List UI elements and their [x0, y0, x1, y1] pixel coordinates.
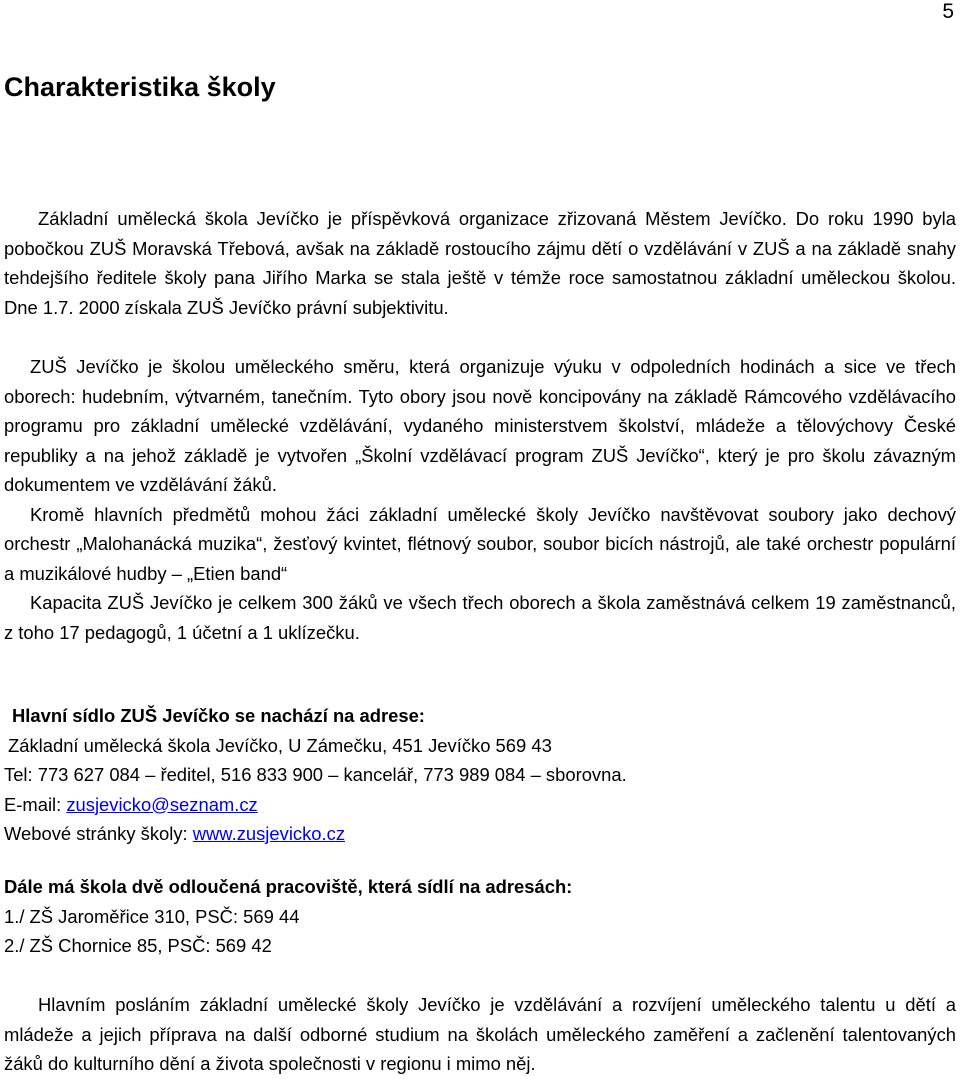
intro-section [4, 204, 956, 322]
branch-item: 2./ ZŠ Chornice 85, PSČ: 569 42 [4, 935, 272, 956]
page-number: 5 [942, 0, 954, 23]
page-title: Charakteristika školy [4, 72, 276, 102]
branch-item: 1./ ZŠ Jaroměřice 310, PSČ: 569 44 [4, 905, 300, 927]
phone-line: Tel: 773 627 084 – ředitel, 516 833 900 – kancelář, 773 989 084 – sborovna. [4, 764, 627, 785]
email-label: E-mail: [4, 793, 67, 815]
address-line: Základní umělecká škola Jevíčko, U Zámečku, 451 Jevíčko 569 43 [8, 734, 552, 756]
mission-paragraph: Hlavním posláním základní umělecké školy Jevíčko je vzdělávání a rozvíjení uměleckého talentu u dětí a mládeže a jejich příprava na další odborné studium na školách uměleckého zaměření a začlenění talentovaných žáků do kulturního dění a života společnosti v regionu i mimo něj. [4, 994, 956, 1074]
address-section [4, 701, 956, 849]
intro-paragraph-capacity: Kapacita ZUŠ Jevíčko je celkem 300 žáků ve všech třech oborech a škola zaměstnává celkem 19 zaměstnanců, z toho 17 pedagogů, 1 účetní a 1 uklízečku. [4, 592, 956, 643]
branches-heading: Dále má škola dvě odloučená pracoviště, která sídlí na adresách: [4, 876, 573, 897]
branches-section [4, 872, 956, 961]
intro-paragraph-history: Základní umělecká škola Jevíčko je příspěvková organizace zřizovaná Městem Jevíčko. Do roku 1990 byla pobočkou ZUŠ Moravská Třebová, avšak na základě rostoucího zájmu dětí o vzdělávání v ZUŠ a na základě snahy tehdejšího ředitele školy pana Jiřího Marka se stala ještě v témže roce samostatnou základní uměleckou školou. Dne 1.7. 2000 získala ZUŠ Jevíčko právní subjektivitu. [4, 208, 956, 318]
website-line [4, 819, 956, 849]
website-link[interactable]: www.zusjevicko.cz [192, 823, 346, 844]
intro-paragraph-programs: ZUŠ Jevíčko je školou uměleckého směru, která organizuje výuku v odpoledních hodinách a sice ve třech oborech: hudebním, výtvarném, tanečním. Tyto obory jsou nově koncipovány na základě Rámcového vzdělávacího programu pro základní umělecké vzdělávání, vydaného ministerstvem školství, mládeže a tělovýchovy České republiky a na jehož základě je vytvořen „Školní vzdělávací program ZUŠ Jevíčko“, který je pro školu závazným dokumentem ve vzdělávání žáků. [4, 356, 956, 495]
website-label: Webové stránky školy: [4, 823, 193, 844]
email-line [4, 790, 956, 820]
intro-paragraph-ensembles: Kromě hlavních předmětů mohou žáci základní umělecké školy Jevíčko navštěvovat soubory jako dechový orchestr „Malohanácká muzika“, žesťový kvintet, flétnový soubor, soubor bicích nástrojů, ale také orchestr populární a muzikálové hudby – „Etien band“ [4, 503, 956, 584]
address-heading: Hlavní sídlo ZUŠ Jevíčko se nachází na adrese: [12, 705, 425, 726]
email-link[interactable]: zusjevicko@seznam.cz [66, 793, 258, 815]
intro-section-programs [4, 352, 956, 647]
mission-section [4, 990, 956, 1079]
